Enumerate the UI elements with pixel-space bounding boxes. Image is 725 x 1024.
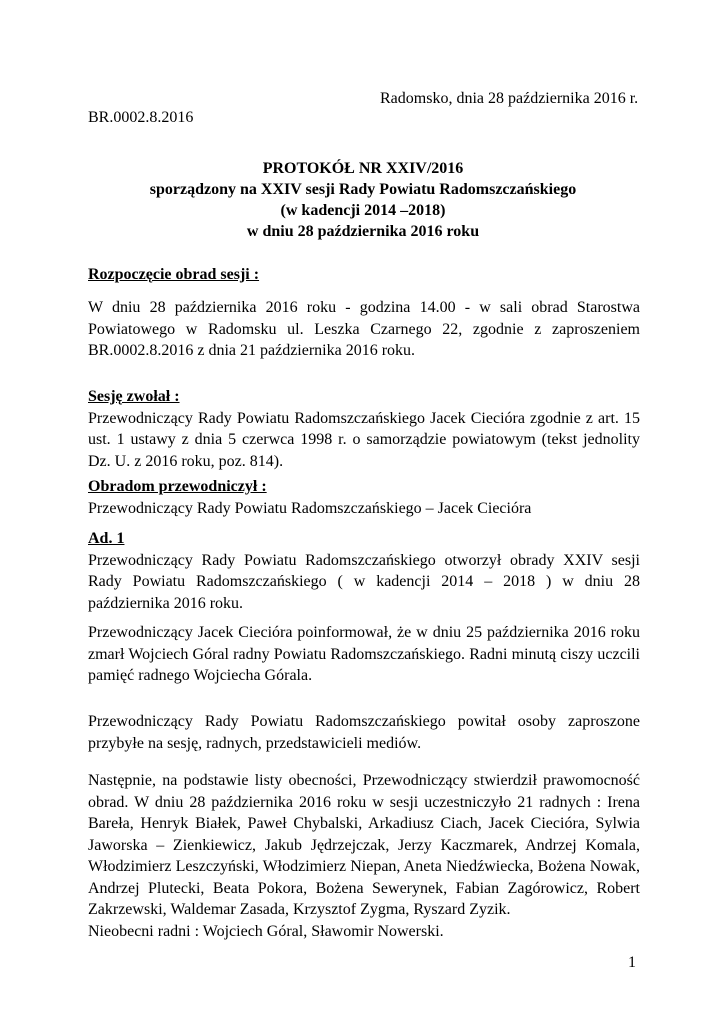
- ad1-paragraph: Przewodniczący Rady Powiatu Radomszczańskiego otworzył obrady XXIV sesji Rady Powiatu Radomszczańskiego ( w kadencji 2014 – 2018 ) w dniu 28 października 2016 roku.: [88, 551, 640, 612]
- absent-paragraph: Nieobecni radni : Wojciech Góral, Sławomir Nowerski.: [88, 922, 444, 940]
- chaired-paragraph: Przewodniczący Rady Powiatu Radomszczańskiego – Jacek Ciecióra: [88, 499, 532, 517]
- opening-text: [88, 297, 640, 362]
- ad1-heading: Ad. 1: [88, 530, 125, 547]
- attendance-paragraph: Następnie, na podstawie listy obecności, Przewodniczący stwierdził prawomocność obrad. W dniu 28 października 2016 roku w sesji uczestniczyło 21 radnych : Irena Bareła, Henryk Białek, Paweł Chybalski, Arkadiusz Ciach, Jacek Ciecióra, Sylwia Jaworska – Zienkiewicz, Jakub Jędrzejczak, Jerzy Kaczmarek, Andrzej Komala, Włodzimierz Leszczyński, Włodzimierz Niepan, Aneta Niedźwiecka, Bożena Nowak, Andrzej Plutecki, Beata Pokora, Bożena Sewerynek, Fabian Zagórowicz, Robert Zakrzewski, Waldemar Zasada, Krzysztof Zygma, Ryszard Zyzik.: [88, 772, 640, 918]
- ad1-section: [88, 528, 640, 614]
- page-number: 1: [628, 954, 636, 971]
- reference-number: BR.0002.8.2016: [88, 109, 194, 126]
- title-line-4: w dniu 28 października 2016 roku: [246, 223, 480, 240]
- convened-section: [88, 386, 640, 472]
- title-line-3: (w kadencji 2014 –2018): [280, 202, 446, 219]
- title-line-1: PROTOKÓŁ NR XXIV/2016: [262, 160, 464, 177]
- document-title: [88, 158, 638, 242]
- convened-paragraph: Przewodniczący Rady Powiatu Radomszczańskiego Jacek Ciecióra zgodnie z art. 15 ust. 1 ustawy z dnia 5 czerwca 1998 r. o samorządzie powiatowym (tekst jednolity Dz. U. z 2016 roku, poz. 814).: [88, 409, 640, 470]
- opening-section: [88, 264, 640, 286]
- ad1-paragraph-3: [88, 711, 640, 754]
- opening-paragraph: W dniu 28 października 2016 roku - godzina 14.00 - w sali obrad Starostwa Powiatowego w Radomsku ul. Leszka Czarnego 22, zgodnie z zaproszeniem BR.0002.8.2016 z dnia 21 października 2016 roku.: [88, 299, 640, 359]
- ad1-paragraph-2: [88, 622, 640, 687]
- date-line: Radomsko, dnia 28 października 2016 r.: [380, 90, 639, 107]
- opening-heading: Rozpoczęcie obrad sesji :: [88, 266, 260, 283]
- welcome-paragraph: Przewodniczący Rady Powiatu Radomszczańskiego powitał osoby zaproszone przybyłe na sesję, radnych, przedstawicieli mediów.: [88, 713, 640, 752]
- ad1-paragraph-4: [88, 770, 640, 942]
- convened-heading: Sesję zwołał :: [88, 388, 180, 405]
- chaired-heading: Obradom przewodniczył :: [88, 478, 267, 495]
- memorial-paragraph: Przewodniczący Jacek Ciecióra poinformował, że w dniu 25 października 2016 roku zmarł Wojciech Góral radny Powiatu Radomszczańskiego. Radni minutą ciszy uczcili pamięć radnego Wojciecha Górala.: [88, 624, 640, 684]
- chaired-section: [88, 476, 640, 519]
- title-line-2: sporządzony na XXIV sesji Rady Powiatu Radomszczańskiego: [149, 181, 577, 198]
